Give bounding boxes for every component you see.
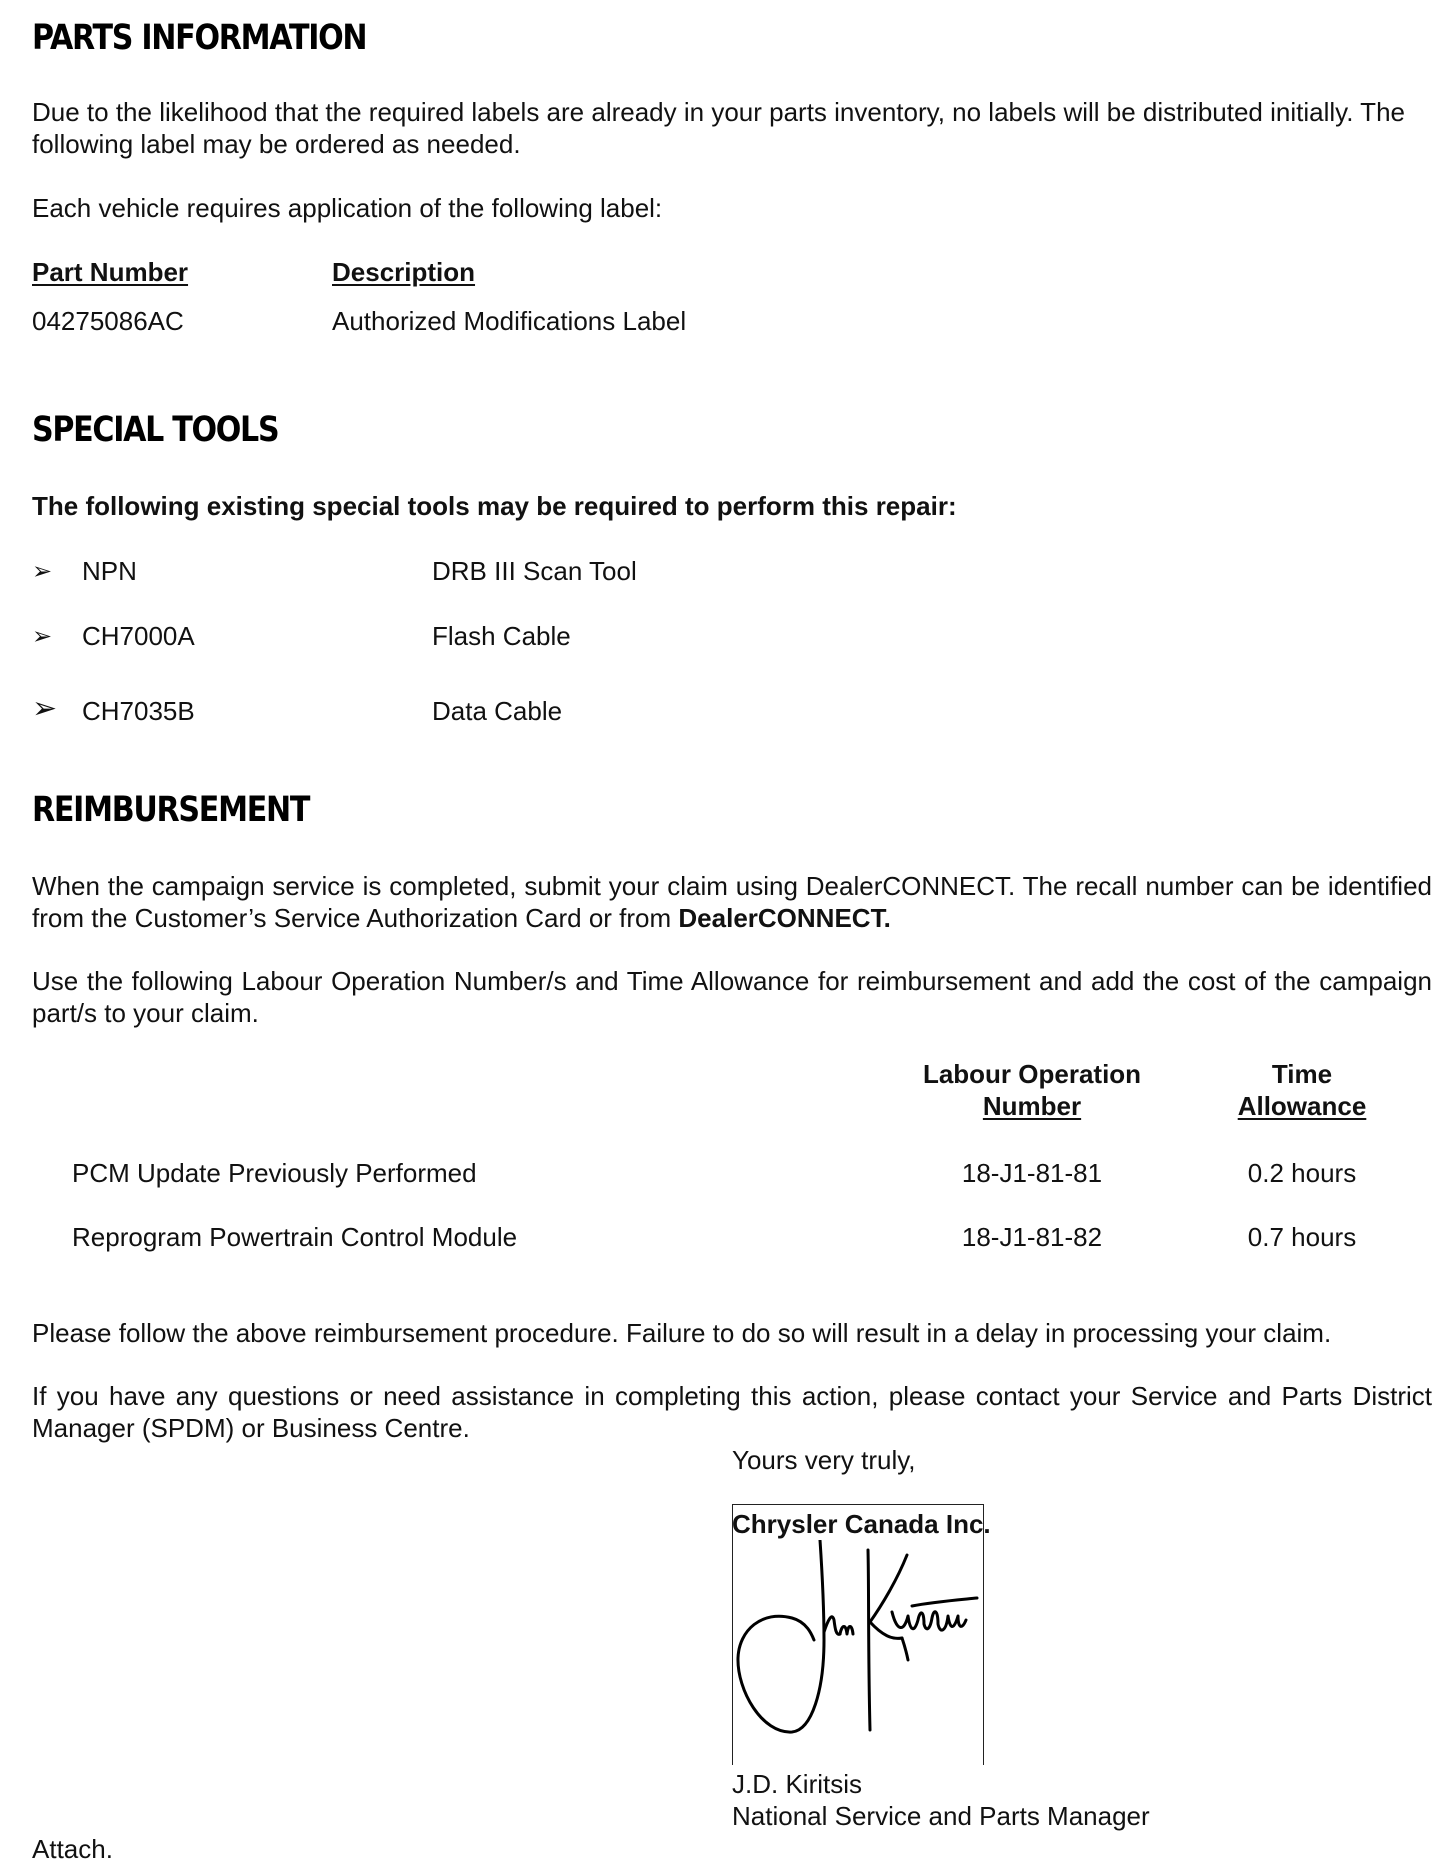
special-tools-heading: SPECIAL TOOLS: [32, 410, 279, 450]
arrow-bullet-icon: ➢: [32, 557, 53, 585]
part-description-cell: Authorized Modifications Label: [332, 306, 687, 336]
description-column-header: Description: [332, 257, 476, 287]
dealerconnect-emphasis: DealerCONNECT.: [678, 903, 891, 933]
special-tools-intro: The following existing special tools may be required to perform this repair:: [32, 491, 957, 521]
handwritten-signature: [732, 1540, 982, 1740]
labour-operation-number-header: [882, 1058, 1182, 1122]
time-allowance-value: 0.7 hours: [1247, 1222, 1357, 1252]
time-allowance-value: 0.2 hours: [1247, 1158, 1357, 1188]
reimbursement-procedure-notice: Please follow the above reimbursement procedure. Failure to do so will result in a delay in processing your claim.: [32, 1318, 1332, 1348]
attachment-note: Attach.: [32, 1834, 113, 1864]
signer-title: National Service and Parts Manager: [732, 1801, 1150, 1831]
time-header-line2: Allowance: [1237, 1091, 1367, 1121]
tool-code: NPN: [82, 556, 137, 586]
arrow-bullet-icon: ➢: [32, 691, 58, 726]
parts-requirement-text: Each vehicle requires application of the following label:: [32, 193, 663, 223]
tool-name: Flash Cable: [432, 621, 571, 651]
time-header-line1: Time: [1271, 1059, 1333, 1089]
document-page: [32, 0, 1432, 1872]
tool-name: DRB III Scan Tool: [432, 556, 637, 586]
tool-code: CH7035B: [82, 696, 195, 726]
reimbursement-claim-text: When the campaign service is completed, submit your claim using DealerCONNECT. The recall number can be identified from the Customer’s Service Authorization Card or from: [32, 871, 1432, 933]
time-allowance-header: [1202, 1058, 1402, 1122]
reimbursement-claim-paragraph: [32, 870, 1432, 934]
operation-description: PCM Update Previously Performed: [72, 1158, 477, 1188]
labour-operation-number: 18-J1-81-81: [961, 1158, 1103, 1188]
operation-description: Reprogram Powertrain Control Module: [72, 1222, 518, 1252]
labour-operation-number: 18-J1-81-82: [961, 1222, 1103, 1252]
parts-intro-paragraph: Due to the likelihood that the required labels are already in your parts inventory, no labels will be distributed initially. The following label may be ordered as needed.: [32, 97, 1405, 159]
closing-salutation: Yours very truly,: [732, 1445, 916, 1475]
assistance-contact-paragraph: If you have any questions or need assistance in completing this action, please contact your Service and Parts District Manager (SPDM) or Business Centre.: [32, 1381, 1432, 1443]
signer-name: J.D. Kiritsis: [732, 1769, 862, 1799]
labour-header-line2: Number: [982, 1091, 1082, 1121]
tool-name: Data Cable: [432, 696, 563, 726]
labour-header-line1: Labour Operation: [922, 1059, 1142, 1089]
parts-information-heading: PARTS INFORMATION: [32, 18, 367, 58]
arrow-bullet-icon: ➢: [32, 622, 53, 650]
part-number-cell: 04275086AC: [32, 306, 184, 336]
labour-operation-paragraph: Use the following Labour Operation Number/s and Time Allowance for reimbursement and add the cost of the campaign part/s to your claim.: [32, 966, 1432, 1028]
company-name: Chrysler Canada Inc.: [732, 1509, 991, 1539]
reimbursement-heading: REIMBURSEMENT: [32, 790, 310, 830]
tool-code: CH7000A: [82, 621, 195, 651]
part-number-column-header: Part Number: [32, 257, 189, 287]
